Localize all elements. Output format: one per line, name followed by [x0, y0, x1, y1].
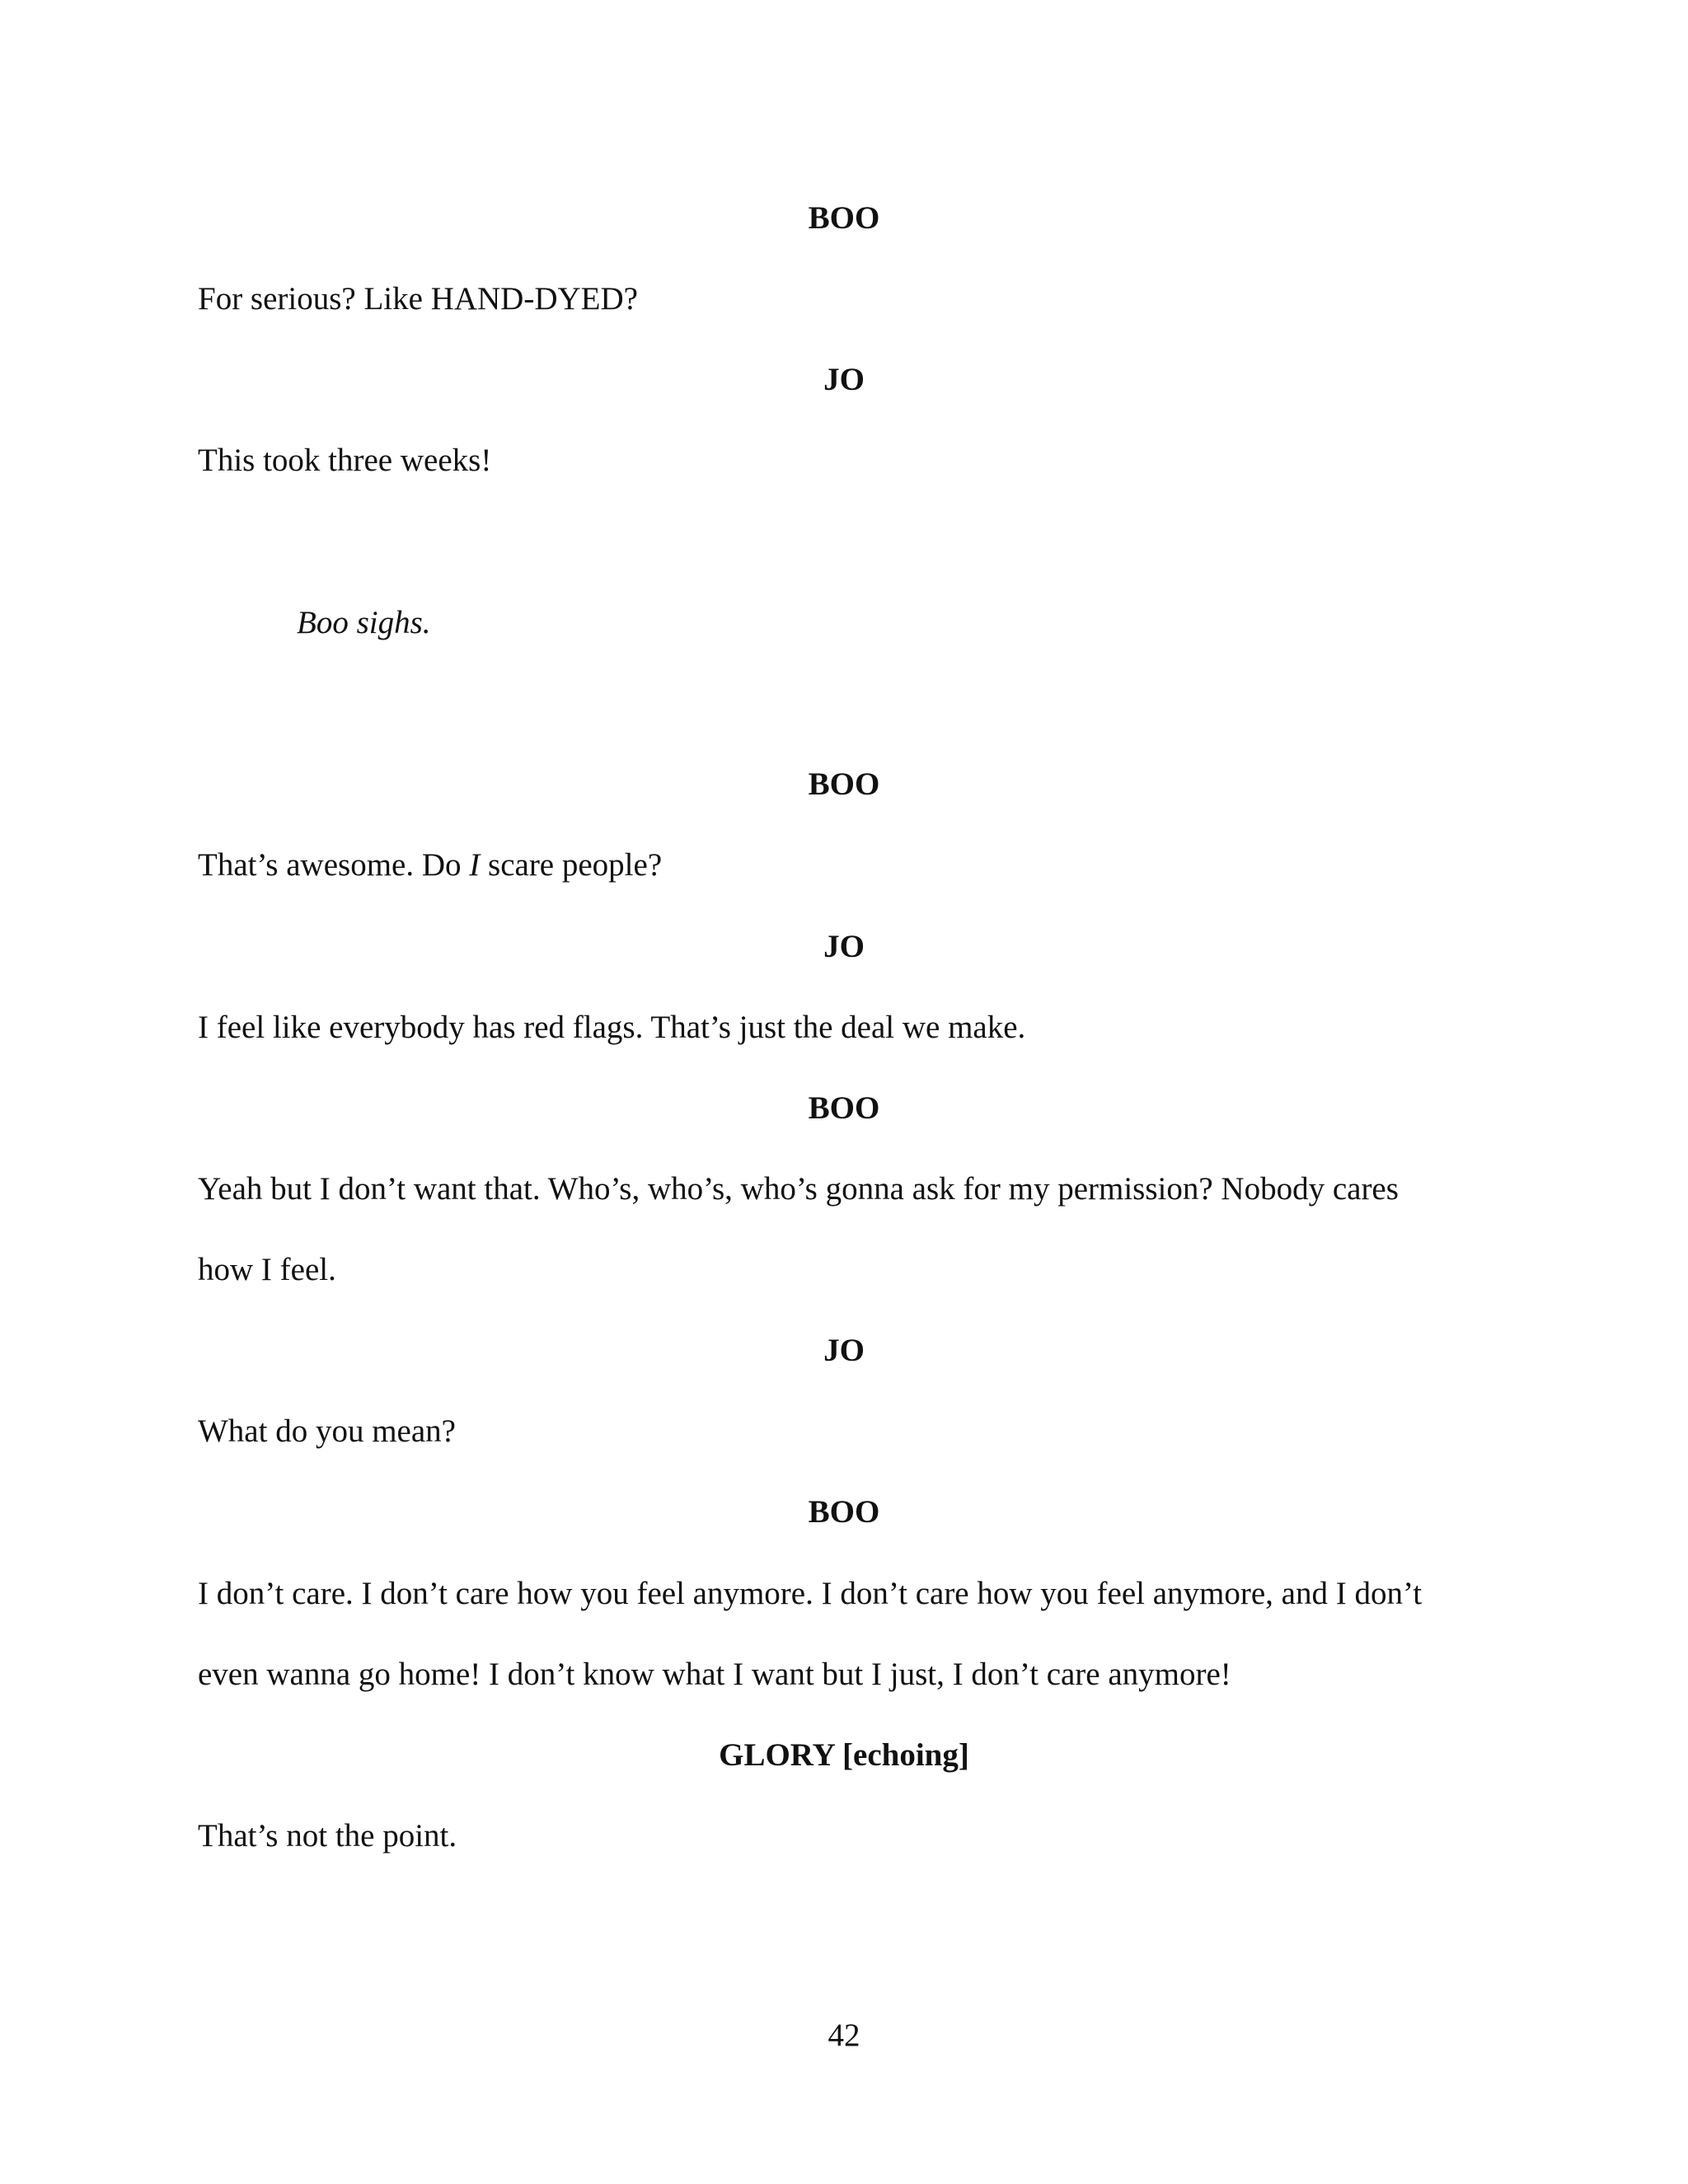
dialogue-line: I don’t care. I don’t care how you feel anymore. I don’t care how you feel anymore, and I don’t	[198, 1576, 1423, 1611]
speaker-name: BOO	[808, 766, 880, 802]
speaker-name: BOO	[808, 1494, 880, 1530]
stage-direction: Boo sighs.	[297, 605, 431, 640]
dialogue-line: For serious? Like HAND-DYED?	[198, 281, 638, 316]
dialogue-line: I feel like everybody has red flags. That’s just the deal we make.	[198, 1010, 1026, 1045]
dialogue-line: This took three weeks!	[198, 443, 492, 478]
speaker-name: BOO	[808, 200, 880, 236]
speaker-name: JO	[823, 1333, 865, 1368]
dialogue-line: even wanna go home! I don’t know what I want but I just, I don’t care anymore!	[198, 1657, 1231, 1692]
speaker-name: GLORY [echoing]	[719, 1737, 969, 1773]
page-number: 42	[828, 2018, 860, 2053]
dialogue-line: What do you mean?	[198, 1413, 456, 1449]
dialogue-line: how I feel.	[198, 1252, 336, 1287]
dialogue-line: That’s not the point.	[198, 1818, 457, 1854]
dialogue-line	[198, 845, 1500, 886]
dialogue-line: Yeah but I don’t want that. Who’s, who’s, who’s gonna ask for my permission? Nobody cares	[198, 1171, 1399, 1207]
dialogue-text: scare people?	[480, 847, 663, 883]
dialogue-text: That’s awesome. Do	[198, 847, 470, 883]
speaker-name: JO	[823, 362, 865, 397]
speaker-name: JO	[823, 929, 865, 964]
emphasized-word: I	[469, 847, 481, 883]
speaker-name: BOO	[808, 1090, 880, 1126]
